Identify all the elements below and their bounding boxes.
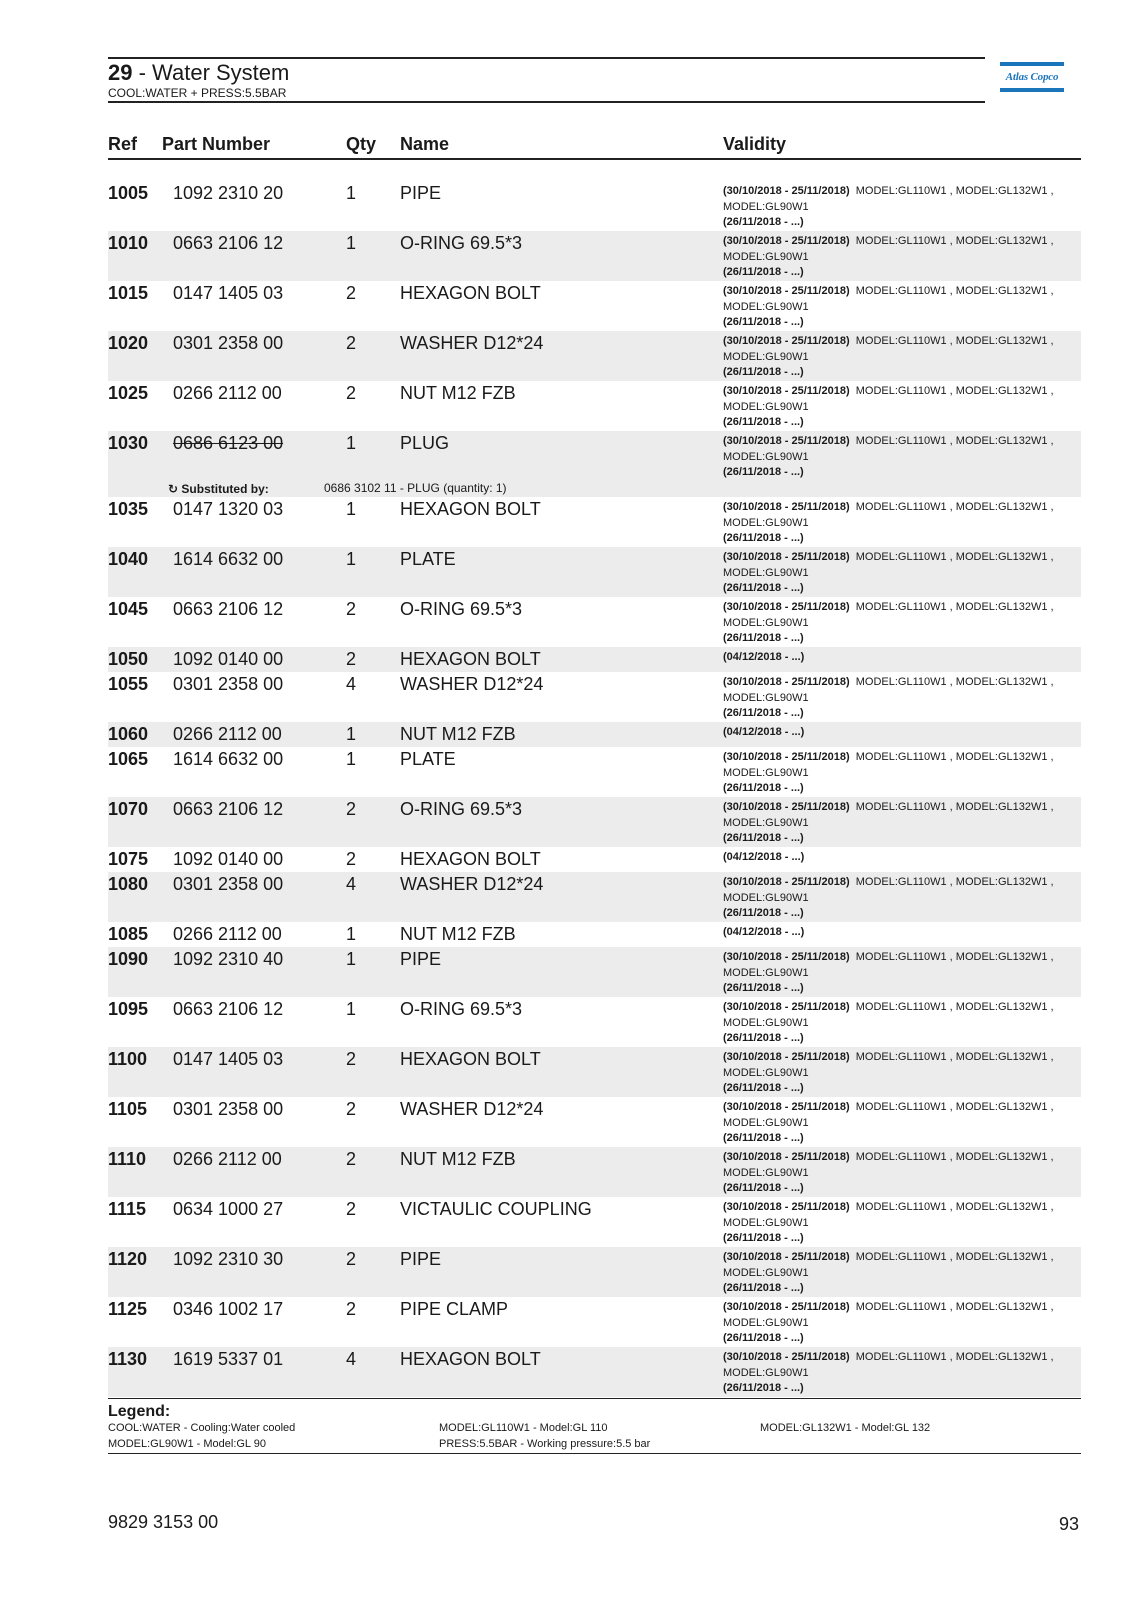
section-subtitle: COOL:WATER + PRESS:5.5BAR bbox=[108, 86, 287, 100]
row-qty: 2 bbox=[346, 383, 357, 403]
row-ref: 1015 bbox=[108, 283, 149, 303]
table-row bbox=[108, 1297, 1081, 1347]
legend-item: PRESS:5.5BAR - Working pressure:5.5 bar bbox=[439, 1438, 651, 1450]
validity-models: MODEL:GL110W1 , MODEL:GL132W1 , bbox=[855, 1101, 1054, 1113]
row-part-number: 0663 2106 12 bbox=[173, 233, 284, 253]
validity-models: MODEL:GL110W1 , MODEL:GL132W1 , bbox=[855, 876, 1054, 888]
row-qty: 2 bbox=[346, 1049, 357, 1069]
row-part-number: 1092 0140 00 bbox=[173, 649, 284, 669]
validity-models: MODEL:GL90W1 bbox=[723, 1316, 809, 1329]
validity-range: (26/11/2018 - ...) bbox=[723, 366, 804, 378]
row-part-number: 0266 2112 00 bbox=[173, 924, 282, 944]
validity-models: MODEL:GL110W1 , MODEL:GL132W1 , bbox=[855, 1151, 1054, 1163]
row-part-number: 0266 2112 00 bbox=[173, 1149, 282, 1169]
row-ref: 1020 bbox=[108, 333, 149, 353]
validity-range: (30/10/2018 - 25/11/2018) bbox=[723, 1001, 850, 1013]
legend bbox=[108, 1398, 1081, 1454]
row-qty: 2 bbox=[346, 1199, 357, 1219]
row-part-number: 0634 1000 27 bbox=[173, 1199, 284, 1219]
row-ref: 1065 bbox=[108, 749, 149, 769]
validity-range: (30/10/2018 - 25/11/2018) bbox=[723, 1251, 850, 1263]
validity-models: MODEL:GL110W1 , MODEL:GL132W1 , bbox=[855, 601, 1054, 613]
row-validity bbox=[723, 1000, 1073, 1047]
validity-range: (26/11/2018 - ...) bbox=[723, 532, 804, 544]
row-qty: 2 bbox=[346, 1299, 357, 1319]
row-validity bbox=[723, 434, 1073, 481]
validity-models: MODEL:GL110W1 , MODEL:GL132W1 , bbox=[855, 1001, 1054, 1013]
legend-title: Legend: bbox=[108, 1403, 171, 1420]
row-qty: 1 bbox=[346, 549, 357, 569]
row-qty: 1 bbox=[346, 183, 357, 203]
column-qty: Qty bbox=[346, 134, 377, 154]
row-part-number: 0147 1320 03 bbox=[173, 499, 284, 519]
validity-range: (30/10/2018 - 25/11/2018) bbox=[723, 601, 850, 613]
row-part-number: 0301 2358 00 bbox=[173, 674, 284, 694]
validity-models: MODEL:GL90W1 bbox=[723, 1266, 809, 1279]
row-ref: 1025 bbox=[108, 383, 149, 403]
row-validity bbox=[723, 1200, 1073, 1247]
row-validity bbox=[723, 1150, 1073, 1197]
row-name: WASHER D12*24 bbox=[400, 1099, 544, 1119]
row-part-number: 0266 2112 00 bbox=[173, 383, 282, 403]
row-qty: 1 bbox=[346, 233, 357, 253]
row-validity bbox=[723, 850, 1073, 866]
validity-range: (30/10/2018 - 25/11/2018) bbox=[723, 751, 850, 763]
validity-range: (30/10/2018 - 25/11/2018) bbox=[723, 235, 850, 247]
validity-range: (30/10/2018 - 25/11/2018) bbox=[723, 285, 850, 297]
row-name: HEXAGON BOLT bbox=[400, 499, 541, 519]
validity-range: (30/10/2018 - 25/11/2018) bbox=[723, 385, 850, 397]
validity-range: (30/10/2018 - 25/11/2018) bbox=[723, 435, 850, 447]
validity-range: (30/10/2018 - 25/11/2018) bbox=[723, 1201, 850, 1213]
row-name: PIPE bbox=[400, 949, 442, 969]
row-validity bbox=[723, 875, 1073, 922]
validity-models: MODEL:GL110W1 , MODEL:GL132W1 , bbox=[855, 801, 1054, 813]
validity-models: MODEL:GL110W1 , MODEL:GL132W1 , bbox=[855, 951, 1054, 963]
validity-range: (26/11/2018 - ...) bbox=[723, 416, 804, 428]
validity-range: (26/11/2018 - ...) bbox=[723, 582, 804, 594]
row-part-number: 0147 1405 03 bbox=[173, 1049, 284, 1069]
validity-range: (26/11/2018 - ...) bbox=[723, 1132, 804, 1144]
row-name: NUT M12 FZB bbox=[400, 924, 516, 944]
validity-range: (26/11/2018 - ...) bbox=[723, 832, 804, 844]
row-name: WASHER D12*24 bbox=[400, 874, 544, 894]
validity-models: MODEL:GL110W1 , MODEL:GL132W1 , bbox=[855, 676, 1054, 688]
row-part-number: 1619 5337 01 bbox=[173, 1349, 284, 1369]
validity-range: (26/11/2018 - ...) bbox=[723, 1282, 804, 1294]
row-validity bbox=[723, 725, 1073, 741]
row-name: PLUG bbox=[400, 433, 450, 453]
row-ref: 1110 bbox=[108, 1149, 147, 1169]
row-ref: 1130 bbox=[108, 1349, 148, 1369]
validity-range: (26/11/2018 - ...) bbox=[723, 266, 804, 278]
row-ref: 1090 bbox=[108, 949, 149, 969]
validity-range: (04/12/2018 - ...) bbox=[723, 851, 805, 863]
validity-models: MODEL:GL90W1 bbox=[723, 616, 809, 629]
legend-item: COOL:WATER - Cooling:Water cooled bbox=[108, 1422, 296, 1434]
row-name: NUT M12 FZB bbox=[400, 724, 516, 744]
table-row bbox=[108, 872, 1081, 922]
table-row bbox=[108, 331, 1081, 381]
validity-range: (30/10/2018 - 25/11/2018) bbox=[723, 876, 850, 888]
table-row bbox=[108, 1147, 1081, 1197]
row-name: O-RING 69.5*3 bbox=[400, 799, 523, 819]
row-part-number: 0301 2358 00 bbox=[173, 333, 284, 353]
table-row bbox=[108, 181, 1081, 231]
row-validity bbox=[723, 1250, 1073, 1297]
validity-range: (30/10/2018 - 25/11/2018) bbox=[723, 951, 850, 963]
row-name: O-RING 69.5*3 bbox=[400, 233, 523, 253]
row-validity bbox=[723, 750, 1073, 797]
validity-range: (30/10/2018 - 25/11/2018) bbox=[723, 335, 850, 347]
validity-range: (30/10/2018 - 25/11/2018) bbox=[723, 551, 850, 563]
validity-range: (04/12/2018 - ...) bbox=[723, 651, 805, 663]
row-qty: 2 bbox=[346, 649, 357, 669]
row-name: PIPE bbox=[400, 1249, 442, 1269]
row-qty: 1 bbox=[346, 724, 357, 744]
table-row bbox=[108, 231, 1081, 281]
row-part-number: 0663 2106 12 bbox=[173, 799, 284, 819]
validity-models: MODEL:GL90W1 bbox=[723, 450, 809, 463]
validity-models: MODEL:GL90W1 bbox=[723, 1216, 809, 1229]
row-ref: 1120 bbox=[108, 1249, 148, 1269]
row-ref: 1040 bbox=[108, 549, 149, 569]
column-part-number: Part Number bbox=[162, 134, 271, 154]
validity-models: MODEL:GL90W1 bbox=[723, 891, 809, 904]
table-row bbox=[108, 1047, 1081, 1097]
row-ref: 1045 bbox=[108, 599, 149, 619]
column-validity: Validity bbox=[723, 134, 787, 154]
row-part-number: 0266 2112 00 bbox=[173, 724, 282, 744]
row-part-number: 1092 2310 40 bbox=[173, 949, 284, 969]
table-row bbox=[108, 1247, 1081, 1297]
row-validity bbox=[723, 550, 1073, 597]
row-qty: 1 bbox=[346, 749, 357, 769]
row-qty: 4 bbox=[346, 874, 357, 894]
row-validity bbox=[723, 1100, 1073, 1147]
row-ref: 1030 bbox=[108, 433, 149, 453]
validity-range: (26/11/2018 - ...) bbox=[723, 632, 804, 644]
column-name: Name bbox=[400, 134, 450, 154]
row-part-number: 0346 1002 17 bbox=[173, 1299, 284, 1319]
validity-range: (30/10/2018 - 25/11/2018) bbox=[723, 676, 850, 688]
validity-models: MODEL:GL90W1 bbox=[723, 300, 809, 313]
table-row bbox=[108, 1197, 1081, 1247]
validity-range: (04/12/2018 - ...) bbox=[723, 926, 805, 938]
row-part-number: 1614 6632 00 bbox=[173, 549, 284, 569]
parts-table-body bbox=[108, 181, 1081, 1397]
row-name: PLATE bbox=[400, 549, 456, 569]
validity-models: MODEL:GL90W1 bbox=[723, 516, 809, 529]
row-qty: 2 bbox=[346, 1249, 357, 1269]
row-qty: 2 bbox=[346, 333, 357, 353]
validity-range: (30/10/2018 - 25/11/2018) bbox=[723, 1151, 850, 1163]
validity-models: MODEL:GL110W1 , MODEL:GL132W1 , bbox=[855, 1251, 1054, 1263]
row-ref: 1095 bbox=[108, 999, 149, 1019]
row-validity bbox=[723, 500, 1073, 547]
row-qty: 2 bbox=[346, 849, 357, 869]
logo-bar-top bbox=[1000, 62, 1064, 66]
table-row bbox=[108, 997, 1081, 1047]
row-part-number: 1092 2310 20 bbox=[173, 183, 284, 203]
validity-models: MODEL:GL110W1 , MODEL:GL132W1 , bbox=[855, 1301, 1054, 1313]
table-row bbox=[108, 431, 1081, 497]
table-row bbox=[108, 747, 1081, 797]
legend-item: MODEL:GL132W1 - Model:GL 132 bbox=[760, 1422, 931, 1434]
row-part-number: 0301 2358 00 bbox=[173, 874, 284, 894]
validity-models: MODEL:GL90W1 bbox=[723, 816, 809, 829]
table-row bbox=[108, 947, 1081, 997]
row-validity bbox=[723, 1300, 1073, 1347]
row-qty: 1 bbox=[346, 949, 357, 969]
table-row bbox=[108, 797, 1081, 847]
validity-range: (30/10/2018 - 25/11/2018) bbox=[723, 801, 850, 813]
validity-range: (26/11/2018 - ...) bbox=[723, 907, 804, 919]
row-validity bbox=[723, 334, 1073, 381]
validity-models: MODEL:GL110W1 , MODEL:GL132W1 , bbox=[855, 335, 1054, 347]
validity-models: MODEL:GL110W1 , MODEL:GL132W1 , bbox=[855, 435, 1054, 447]
logo-text: Atlas Copco bbox=[1005, 71, 1059, 83]
validity-range: (26/11/2018 - ...) bbox=[723, 1382, 804, 1394]
validity-range: (26/11/2018 - ...) bbox=[723, 1032, 804, 1044]
row-validity bbox=[723, 384, 1073, 431]
row-validity bbox=[723, 1050, 1073, 1097]
validity-models: MODEL:GL90W1 bbox=[723, 1066, 809, 1079]
table-row bbox=[108, 381, 1081, 431]
row-ref: 1075 bbox=[108, 849, 149, 869]
validity-models: MODEL:GL90W1 bbox=[723, 200, 809, 213]
document-number: 9829 3153 00 bbox=[108, 1512, 219, 1532]
validity-range: (26/11/2018 - ...) bbox=[723, 1332, 804, 1344]
row-ref: 1035 bbox=[108, 499, 149, 519]
substituted-by-text: Substituted by: bbox=[181, 482, 269, 496]
row-name: O-RING 69.5*3 bbox=[400, 999, 523, 1019]
validity-range: (26/11/2018 - ...) bbox=[723, 316, 804, 328]
validity-models: MODEL:GL110W1 , MODEL:GL132W1 , bbox=[855, 551, 1054, 563]
validity-models: MODEL:GL90W1 bbox=[723, 966, 809, 979]
validity-models: MODEL:GL110W1 , MODEL:GL132W1 , bbox=[855, 1051, 1054, 1063]
table-header bbox=[108, 134, 1081, 160]
validity-range: (26/11/2018 - ...) bbox=[723, 782, 804, 794]
row-name: O-RING 69.5*3 bbox=[400, 599, 523, 619]
validity-models: MODEL:GL110W1 , MODEL:GL132W1 , bbox=[855, 501, 1054, 513]
validity-models: MODEL:GL90W1 bbox=[723, 1366, 809, 1379]
validity-models: MODEL:GL90W1 bbox=[723, 350, 809, 363]
substitution-detail: 0686 3102 11 - PLUG (quantity: 1) bbox=[324, 481, 507, 495]
table-row bbox=[108, 722, 1081, 747]
row-qty: 1 bbox=[346, 924, 357, 944]
row-qty: 2 bbox=[346, 799, 357, 819]
validity-range: (30/10/2018 - 25/11/2018) bbox=[723, 1101, 850, 1113]
row-ref: 1125 bbox=[108, 1299, 148, 1319]
row-name: HEXAGON BOLT bbox=[400, 283, 541, 303]
row-part-number: 0686 6123 00 bbox=[173, 433, 284, 453]
row-ref: 1010 bbox=[108, 233, 149, 253]
row-qty: 4 bbox=[346, 674, 357, 694]
table-row bbox=[108, 281, 1081, 331]
atlas-copco-logo bbox=[1000, 62, 1064, 94]
validity-range: (26/11/2018 - ...) bbox=[723, 982, 804, 994]
legend-item: MODEL:GL110W1 - Model:GL 110 bbox=[439, 1422, 608, 1434]
row-qty: 1 bbox=[346, 433, 357, 453]
row-validity bbox=[723, 234, 1073, 281]
validity-range: (26/11/2018 - ...) bbox=[723, 1082, 804, 1094]
row-validity bbox=[723, 284, 1073, 331]
row-ref: 1105 bbox=[108, 1099, 148, 1119]
row-validity bbox=[723, 675, 1073, 722]
section-title bbox=[108, 61, 289, 85]
validity-range: (26/11/2018 - ...) bbox=[723, 1232, 804, 1244]
validity-models: MODEL:GL90W1 bbox=[723, 1116, 809, 1129]
validity-range: (26/11/2018 - ...) bbox=[723, 1182, 804, 1194]
row-ref: 1055 bbox=[108, 674, 149, 694]
row-validity bbox=[723, 800, 1073, 847]
row-part-number: 1092 0140 00 bbox=[173, 849, 284, 869]
section-header bbox=[108, 57, 985, 103]
page-number: 93 bbox=[1059, 1514, 1080, 1534]
row-qty: 1 bbox=[346, 499, 357, 519]
row-name: VICTAULIC COUPLING bbox=[400, 1199, 592, 1219]
row-part-number: 0663 2106 12 bbox=[173, 999, 284, 1019]
validity-models: MODEL:GL90W1 bbox=[723, 400, 809, 413]
table-row bbox=[108, 597, 1081, 647]
row-ref: 1085 bbox=[108, 924, 149, 944]
row-qty: 2 bbox=[346, 283, 357, 303]
validity-range: (26/11/2018 - ...) bbox=[723, 466, 804, 478]
row-name: WASHER D12*24 bbox=[400, 333, 544, 353]
row-validity bbox=[723, 1350, 1073, 1397]
row-ref: 1005 bbox=[108, 183, 149, 203]
legend-item: MODEL:GL90W1 - Model:GL 90 bbox=[108, 1438, 266, 1450]
row-part-number: 1092 2310 30 bbox=[173, 1249, 284, 1269]
validity-models: MODEL:GL110W1 , MODEL:GL132W1 , bbox=[855, 285, 1054, 297]
row-part-number: 1614 6632 00 bbox=[173, 749, 284, 769]
row-part-number: 0301 2358 00 bbox=[173, 1099, 284, 1119]
row-ref: 1100 bbox=[108, 1049, 148, 1069]
validity-range: (04/12/2018 - ...) bbox=[723, 726, 805, 738]
row-name: HEXAGON BOLT bbox=[400, 649, 541, 669]
row-validity bbox=[723, 925, 1073, 941]
row-validity bbox=[723, 950, 1073, 997]
validity-range: (30/10/2018 - 25/11/2018) bbox=[723, 1301, 850, 1313]
substituted-by-label bbox=[168, 482, 269, 496]
validity-models: MODEL:GL110W1 , MODEL:GL132W1 , bbox=[855, 385, 1054, 397]
row-ref: 1060 bbox=[108, 724, 149, 744]
row-name: HEXAGON BOLT bbox=[400, 1349, 541, 1369]
validity-models: MODEL:GL90W1 bbox=[723, 1016, 809, 1029]
validity-models: MODEL:GL90W1 bbox=[723, 250, 809, 263]
row-ref: 1050 bbox=[108, 649, 149, 669]
row-name: NUT M12 FZB bbox=[400, 383, 516, 403]
row-part-number: 0147 1405 03 bbox=[173, 283, 284, 303]
table-row bbox=[108, 847, 1081, 872]
row-name: WASHER D12*24 bbox=[400, 674, 544, 694]
validity-models: MODEL:GL110W1 , MODEL:GL132W1 , bbox=[855, 185, 1054, 197]
table-row bbox=[108, 1347, 1081, 1397]
validity-models: MODEL:GL110W1 , MODEL:GL132W1 , bbox=[855, 1201, 1054, 1213]
section-number: 29 bbox=[108, 60, 133, 85]
column-ref: Ref bbox=[108, 134, 138, 154]
validity-models: MODEL:GL90W1 bbox=[723, 566, 809, 579]
row-name: NUT M12 FZB bbox=[400, 1149, 516, 1169]
row-validity bbox=[723, 600, 1073, 647]
validity-models: MODEL:GL90W1 bbox=[723, 691, 809, 704]
validity-range: (30/10/2018 - 25/11/2018) bbox=[723, 501, 850, 513]
section-title-text: - Water System bbox=[132, 60, 290, 85]
validity-models: MODEL:GL90W1 bbox=[723, 766, 809, 779]
row-ref: 1070 bbox=[108, 799, 149, 819]
validity-range: (30/10/2018 - 25/11/2018) bbox=[723, 185, 850, 197]
row-name: HEXAGON BOLT bbox=[400, 849, 541, 869]
row-validity bbox=[723, 650, 1073, 666]
row-qty: 1 bbox=[346, 999, 357, 1019]
row-name: HEXAGON BOLT bbox=[400, 1049, 541, 1069]
validity-range: (26/11/2018 - ...) bbox=[723, 707, 804, 719]
validity-range: (30/10/2018 - 25/11/2018) bbox=[723, 1351, 850, 1363]
validity-range: (30/10/2018 - 25/11/2018) bbox=[723, 1051, 850, 1063]
row-qty: 2 bbox=[346, 1099, 357, 1119]
table-row bbox=[108, 672, 1081, 722]
row-name: PIPE CLAMP bbox=[400, 1299, 509, 1319]
row-qty: 2 bbox=[346, 1149, 357, 1169]
refresh-icon: ↻ bbox=[168, 482, 179, 496]
validity-models: MODEL:GL110W1 , MODEL:GL132W1 , bbox=[855, 751, 1054, 763]
row-qty: 2 bbox=[346, 599, 357, 619]
table-row bbox=[108, 497, 1081, 547]
row-part-number: 0663 2106 12 bbox=[173, 599, 284, 619]
table-row bbox=[108, 547, 1081, 597]
row-qty: 4 bbox=[346, 1349, 357, 1369]
row-name: PLATE bbox=[400, 749, 456, 769]
validity-models: MODEL:GL110W1 , MODEL:GL132W1 , bbox=[855, 235, 1054, 247]
row-validity bbox=[723, 184, 1073, 231]
logo-bar-bottom bbox=[1000, 88, 1064, 92]
row-ref: 1115 bbox=[108, 1199, 147, 1219]
row-name: PIPE bbox=[400, 183, 442, 203]
validity-range: (26/11/2018 - ...) bbox=[723, 216, 804, 228]
table-row bbox=[108, 922, 1081, 947]
validity-models: MODEL:GL110W1 , MODEL:GL132W1 , bbox=[855, 1351, 1054, 1363]
row-ref: 1080 bbox=[108, 874, 149, 894]
table-row bbox=[108, 647, 1081, 672]
validity-models: MODEL:GL90W1 bbox=[723, 1166, 809, 1179]
table-row bbox=[108, 1097, 1081, 1147]
